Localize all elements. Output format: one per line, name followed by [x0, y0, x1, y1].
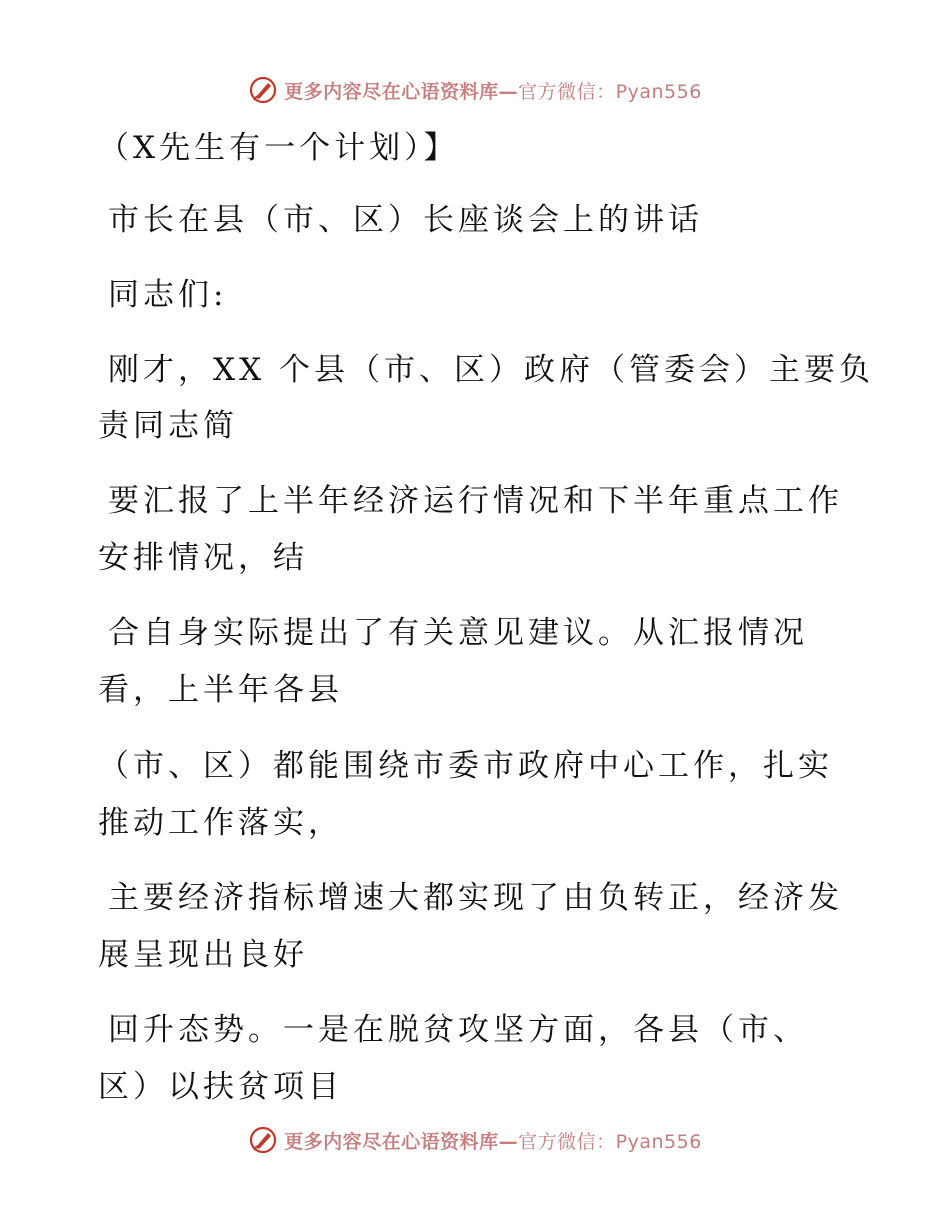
text-line: 要汇报了上半年经济运行情况和下半年重点工作	[108, 483, 843, 519]
text-line: 展呈现出良好	[98, 937, 308, 973]
watermark-text: 更多内容尽在心语资料库—	[284, 1130, 519, 1153]
watermark-contact: 官方微信：Pyan556	[518, 1130, 702, 1153]
salutation: 同志们:	[108, 277, 228, 313]
text-line: 刚才，XX 个县（市、区）政府（管委会）主要负	[108, 352, 874, 388]
text-line: 责同志简	[98, 408, 238, 444]
footer-watermark	[0, 1122, 950, 1158]
watermark-contact: 官方微信：Pyan556	[518, 80, 702, 103]
text-line: 区）以扶贫项目	[98, 1069, 343, 1105]
text-line: 主要经济指标增速大都实现了由负转正，经济发	[108, 880, 843, 916]
watermark-text: 更多内容尽在心语资料库—	[284, 80, 519, 103]
text-line: 合自身实际提出了有关意见建议。从汇报情况	[108, 615, 808, 651]
document-title: 市长在县（市、区）长座谈会上的讲话	[108, 202, 703, 238]
text-line: 推动工作落实，	[98, 805, 343, 841]
quill-logo-icon	[248, 75, 278, 105]
header-watermark	[0, 72, 950, 108]
text-line: 安排情况，结	[98, 540, 308, 576]
quill-logo-icon	[248, 1125, 278, 1155]
text-line: （X先生有一个计划）】	[98, 130, 459, 166]
text-line: 看，上半年各县	[98, 672, 343, 708]
text-line: 回升态势。一是在脱贫攻坚方面，各县（市、	[108, 1012, 808, 1048]
text-line: （市、区）都能围绕市委市政府中心工作，扎实	[98, 748, 833, 784]
